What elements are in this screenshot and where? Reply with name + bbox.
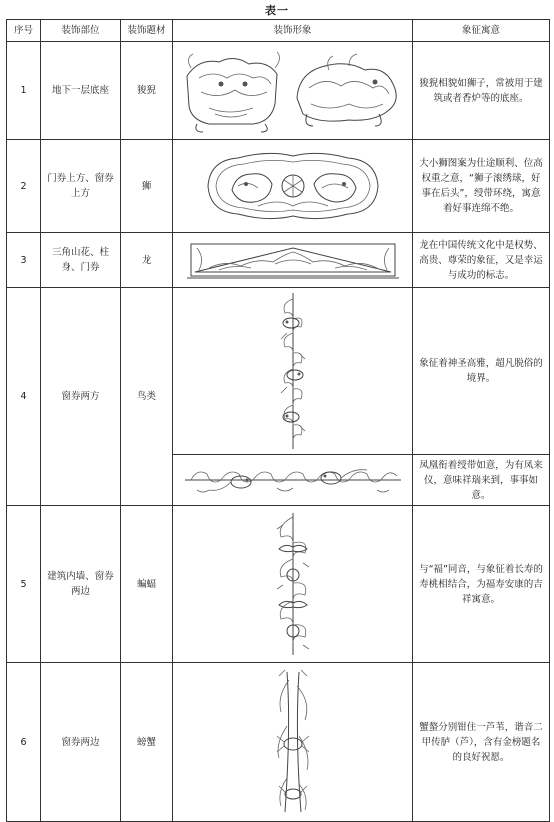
table-row [7,506,550,663]
table-row [7,140,550,233]
row-meaning: 象征着神圣高雅，超凡脱俗的境界。 [413,288,550,455]
row-location: 地下一层底座 [41,42,121,140]
crab-reed-panel-icon [173,663,413,822]
header-no: 序号 [7,20,41,42]
row-location: 窗券两边 [41,663,121,822]
row-number: 5 [7,506,41,663]
header-image: 装饰形象 [173,20,413,42]
row-meaning: 大小狮图案为仕途顺利、位高权重之意，“狮子滚绣球，好事在后头”，绶带环绕，寓意着好事连绵不绝。 [413,140,550,233]
row-subject: 狮 [121,140,173,233]
table-row [7,288,550,455]
phoenix-horizontal-panel-icon [173,455,413,506]
row-number: 2 [7,140,41,233]
table-row [7,42,550,140]
row-subject: 狻猊 [121,42,173,140]
table-caption: 表一 [265,4,289,17]
row-meaning: 与“福”同音，与象征着长寿的寿桃相结合，为福寿安康的吉祥寓意。 [413,506,550,663]
row-meaning: 龙在中国传统文化中是权势、高贵、尊荣的象征，又是幸运与成功的标志。 [413,233,550,288]
header-location: 装饰部位 [41,20,121,42]
row-number: 4 [7,288,41,506]
lion-medallion-icon [173,140,413,233]
suanni-carving-icon [173,42,413,140]
row-location: 建筑内墙、窗券两边 [41,506,121,663]
header-row [7,20,550,42]
dragon-pediment-icon [173,233,413,288]
decoration-table [6,19,550,822]
row-subject: 螃蟹 [121,663,173,822]
row-number: 3 [7,233,41,288]
row-number: 6 [7,663,41,822]
row-subject: 蝙蝠 [121,506,173,663]
row-location: 门券上方、窗券上方 [41,140,121,233]
row-subject: 龙 [121,233,173,288]
table-row [7,233,550,288]
row-meaning: 凤凰衔着绶带如意，为有凤来仪，意味祥瑞来到，事事如意。 [413,455,550,506]
row-meaning: 蟹螯分别钳住一芦苇，谐音二甲传胪（芦），含有金榜题名的良好祝愿。 [413,663,550,822]
row-location: 窗券两方 [41,288,121,506]
header-subject: 装饰题材 [121,20,173,42]
row-location: 三角山花、柱身、门券 [41,233,121,288]
header-meaning: 象征寓意 [413,20,550,42]
table-row [7,663,550,822]
row-subject: 鸟类 [121,288,173,506]
row-number: 1 [7,42,41,140]
bird-vertical-panel-icon [173,288,413,455]
row-meaning: 狻猊相貌如狮子，常被用于建筑或者香炉等的底座。 [413,42,550,140]
bat-vertical-panel-icon [173,506,413,663]
